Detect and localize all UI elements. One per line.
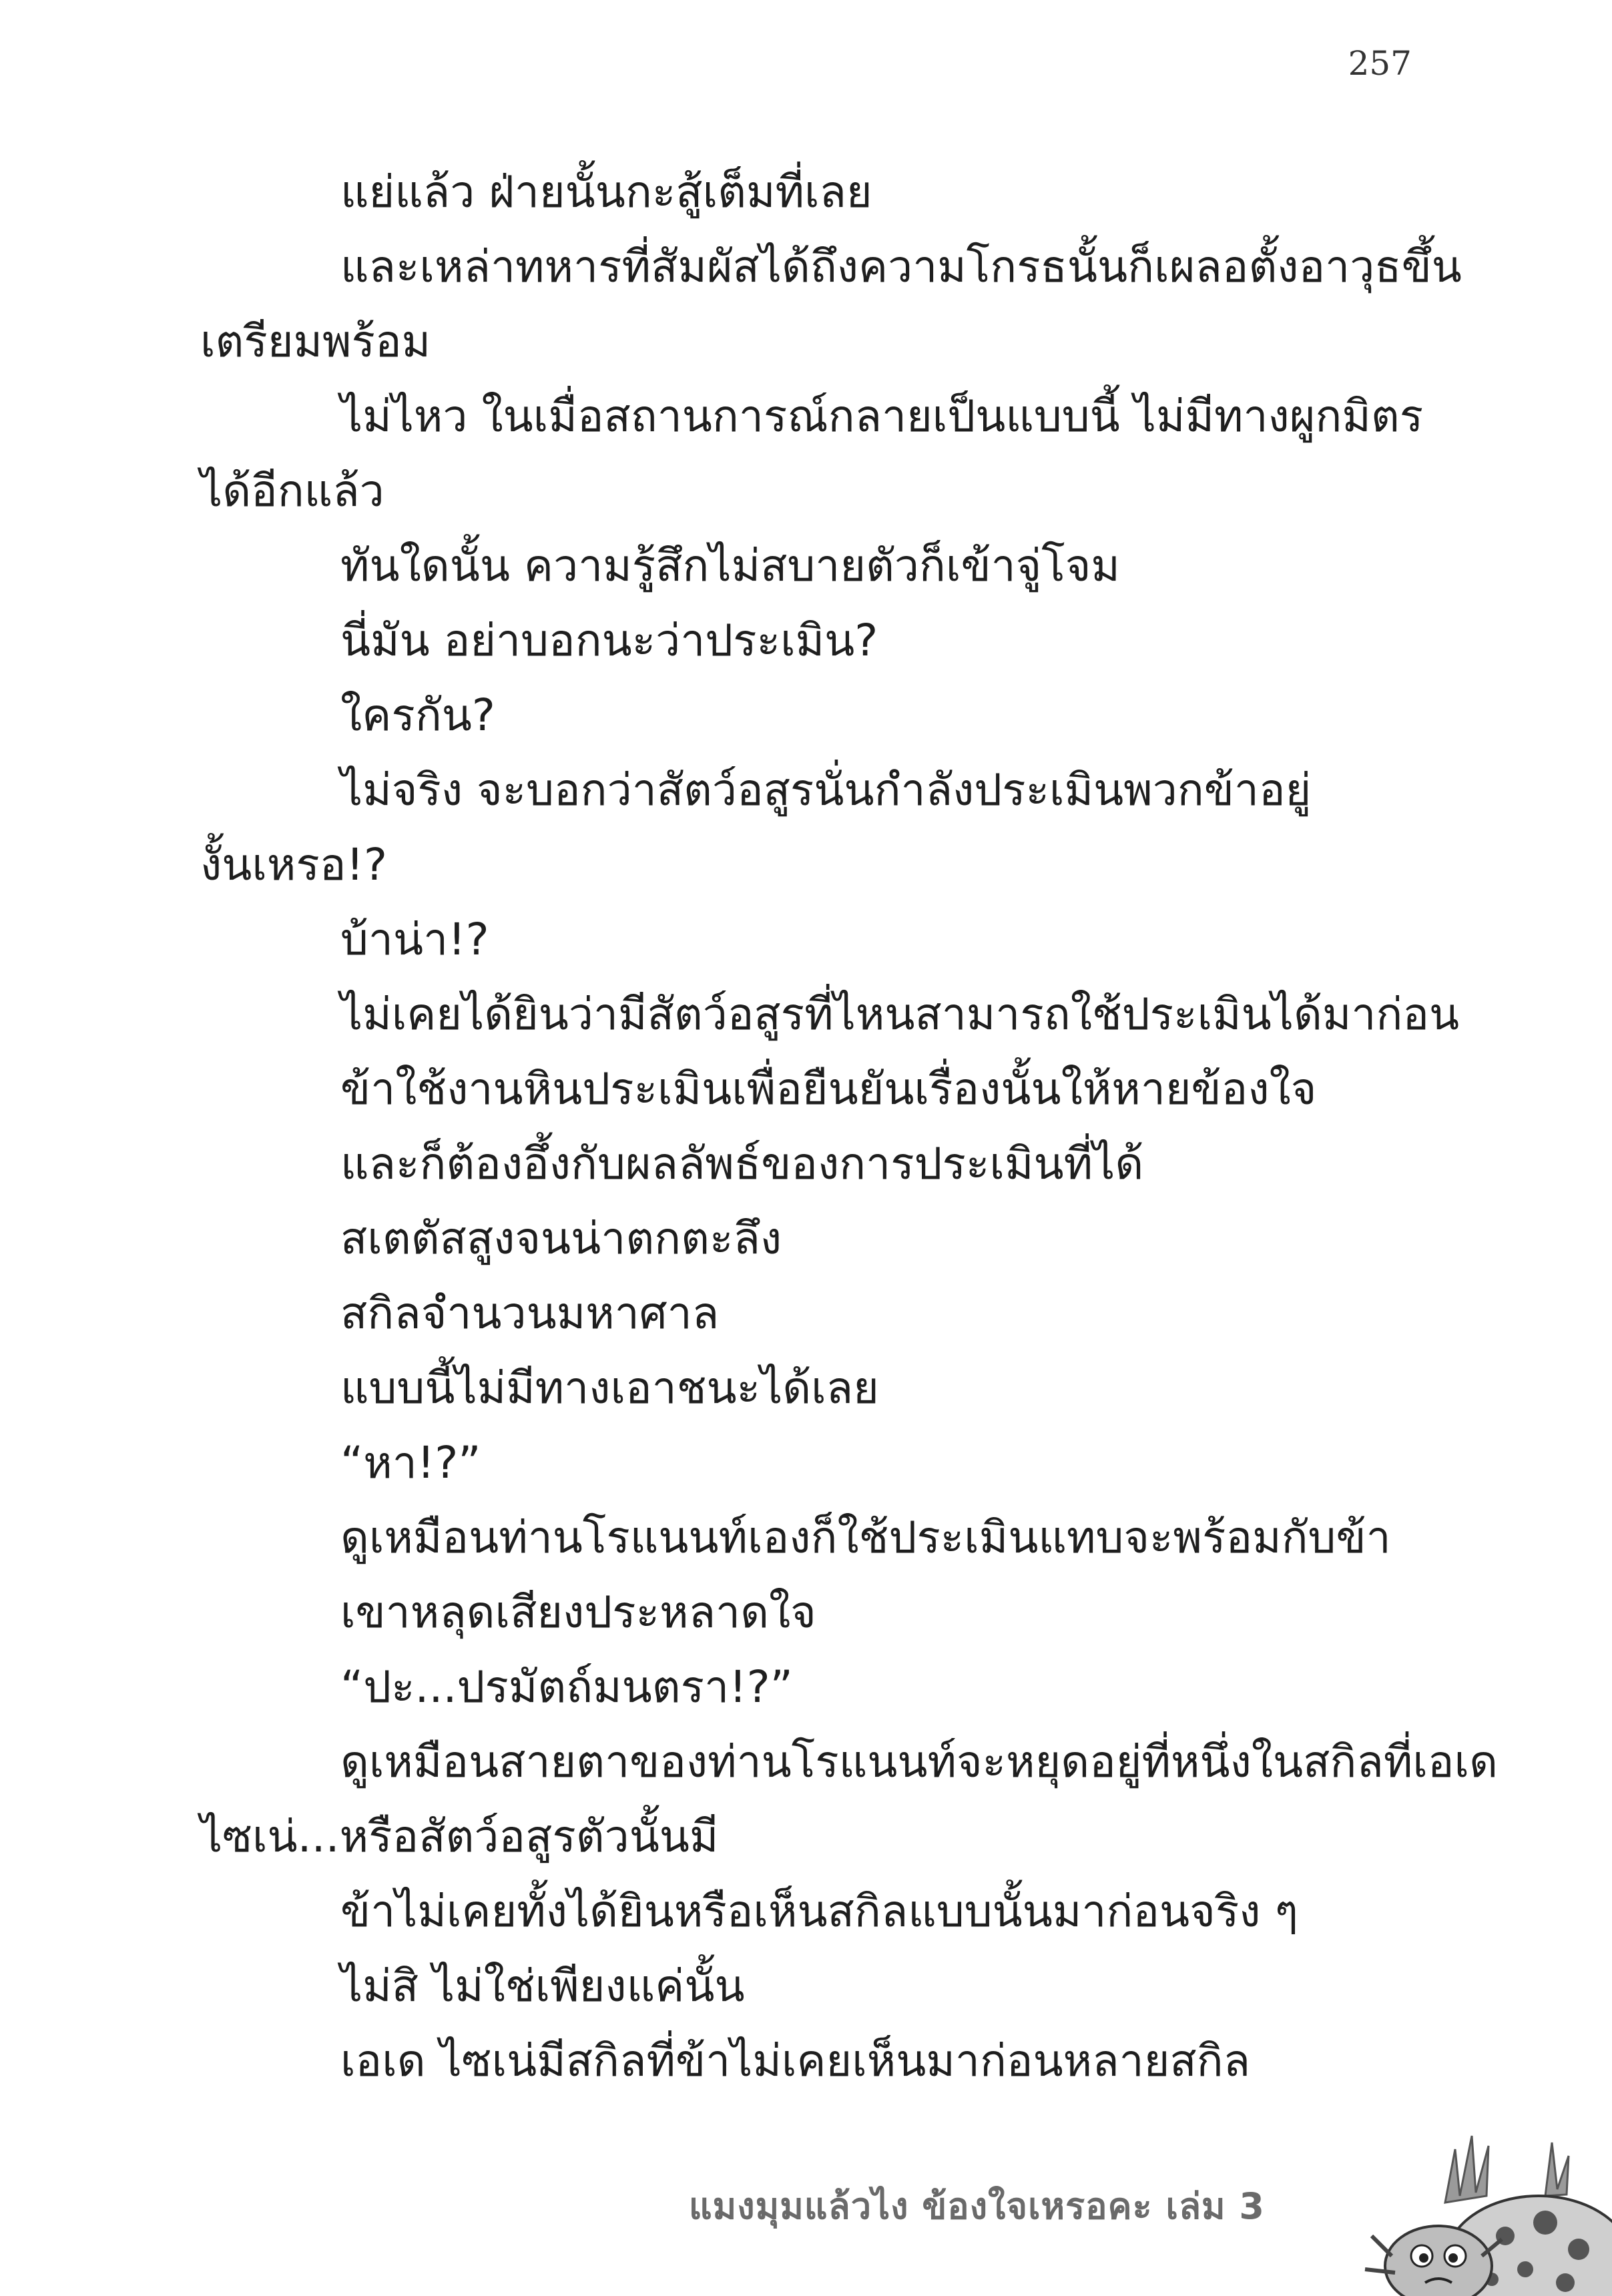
text-line: ได้อีกแล้ว bbox=[200, 465, 384, 517]
text-line: “หา!?” bbox=[340, 1437, 481, 1488]
spider-mascot-illustration bbox=[1345, 2122, 1612, 2296]
text-line: ใครกัน? bbox=[340, 689, 495, 741]
page-number: 257 bbox=[1348, 44, 1412, 83]
text-line: และก็ต้องอึ้งกับผลลัพธ์ของการประเมินที่ได้ bbox=[340, 1138, 1144, 1189]
text-line: ดูเหมือนสายตาของท่านโรแนนท์จะหยุดอยู่ที่หนึ่งในสกิลที่เอเด bbox=[340, 1736, 1498, 1787]
text-line: ไม่จริง จะบอกว่าสัตว์อสูรนั่นกำลังประเมินพวกข้าอยู่ bbox=[340, 764, 1312, 816]
text-line: ทันใดนั้น ความรู้สึกไม่สบายตัวก็เข้าจู่โจม bbox=[340, 540, 1120, 591]
text-line: แบบนี้ไม่มีทางเอาชนะได้เลย bbox=[340, 1362, 879, 1414]
text-line: ไม่เคยได้ยินว่ามีสัตว์อสูรที่ไหนสามารถใช้ประเมินได้มาก่อน bbox=[340, 988, 1460, 1040]
running-footer-title: แมงมุมแล้วไง ข้องใจเหรอคะ เล่ม 3 bbox=[688, 2185, 1265, 2227]
text-line: “ปะ...ปรมัตถ์มนตรา!?” bbox=[340, 1661, 793, 1713]
text-line: ไม่ไหว ในเมื่อสถานการณ์กลายเป็นแบบนี้ ไม่มีทางผูกมิตร bbox=[340, 390, 1424, 442]
text-line: ดูเหมือนท่านโรแนนท์เองก็ใช้ประเมินแทบจะพร้อมกับข้า bbox=[340, 1512, 1391, 1563]
text-line: เขาหลุดเสียงประหลาดใจ bbox=[340, 1587, 816, 1638]
text-line: สกิลจำนวนมหาศาล bbox=[340, 1287, 720, 1339]
text-line: ข้าใช้งานหินประเมินเพื่อยืนยันเรื่องนั้นให้หายข้องใจ bbox=[340, 1063, 1317, 1115]
text-line: ข้าไม่เคยทั้งได้ยินหรือเห็นสกิลแบบนั้นมาก่อนจริง ๆ bbox=[340, 1886, 1298, 1937]
text-line: งั้นเหรอ!? bbox=[200, 839, 387, 890]
text-line: ไม่สิ ไม่ใช่เพียงแค่นั้น bbox=[340, 1960, 745, 2012]
text-line: ไซเน่...หรือสัตว์อสูรตัวนั้นมี bbox=[200, 1811, 719, 1862]
text-line: และเหล่าทหารที่สัมผัสได้ถึงความโกรธนั้นก็เผลอตั้งอาวุธขึ้น bbox=[340, 241, 1462, 292]
body-text bbox=[200, 155, 1498, 2098]
text-line: เตรียมพร้อม bbox=[200, 316, 431, 367]
text-line: บ้าน่า!? bbox=[340, 914, 489, 965]
text-line: แย่แล้ว ฝ่ายนั้นกะสู้เต็มที่เลย bbox=[340, 166, 872, 218]
text-line: นี่มัน อย่าบอกนะว่าประเมิน? bbox=[340, 615, 878, 666]
text-line: เอเด ไซเน่มีสกิลที่ข้าไม่เคยเห็นมาก่อนหลายสกิล bbox=[340, 2035, 1251, 2086]
text-line: สเตตัสสูงจนน่าตกตะลึง bbox=[340, 1213, 782, 1264]
